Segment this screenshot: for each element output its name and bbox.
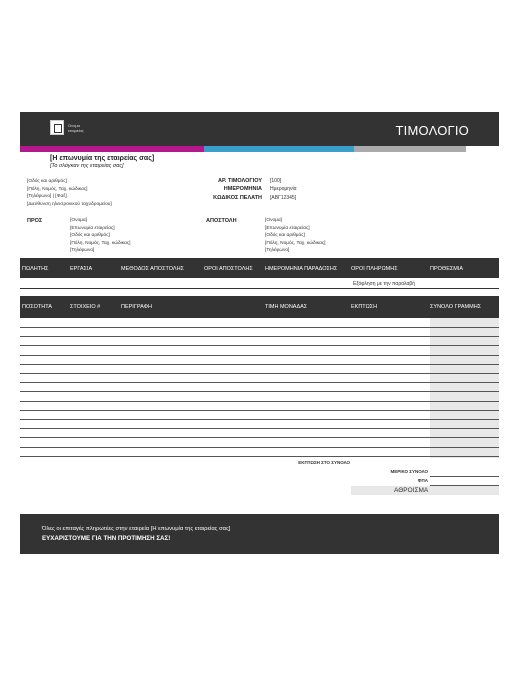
- grand-total-box[interactable]: [351, 486, 499, 495]
- subtotal-label: ΜΕΡΙΚΟ ΣΥΝΟΛΟ: [390, 469, 428, 474]
- invoice-title: ΤΙΜΟΛΟΓΙΟ: [395, 123, 469, 138]
- payable-note: Όλες οι επιταγές πληρωτέες στην εταιρεία [Η επωνυμία της εταιρείας σας]: [42, 526, 231, 532]
- bill-to-line: [Επωνυμία εταιρείας]: [70, 225, 115, 231]
- bill-to-line: [Οδός και αριθμός]: [70, 233, 110, 239]
- subtotal-value-line[interactable]: [430, 476, 499, 477]
- company-logo-icon: [50, 120, 64, 135]
- table-row[interactable]: [20, 345, 499, 346]
- table-row[interactable]: [20, 336, 499, 337]
- invoice-number-label: ΑΡ. ΤΙΜΟΛΟΓΙΟΥ: [217, 178, 262, 184]
- accent-stripe-blue: [204, 146, 354, 152]
- bill-to-line: [Τηλέφωνο]: [70, 248, 95, 254]
- column-header-shipping-method: ΜΕΘΟΔΟΣ ΑΠΟΣΤΟΛΗΣ: [121, 266, 184, 272]
- ship-to-line: [Τηλέφωνο]: [265, 248, 290, 254]
- column-header-unit-price: ΤΙΜΗ ΜΟΝΑΔΑΣ: [265, 304, 308, 310]
- address-line: [Οδός και αριθμός]: [27, 179, 67, 184]
- invoice-footer: [20, 514, 499, 554]
- items-table-header: [20, 296, 499, 318]
- company-address[interactable]: [27, 178, 112, 208]
- ship-to-label: ΑΠΟΣΤΟΛΗ: [206, 218, 237, 224]
- accent-stripe-gray: [354, 146, 466, 152]
- company-slogan[interactable]: [Το σλόγκαν της εταιρείας σας]: [50, 163, 124, 169]
- total-discount-label: ΕΚΠΤΩΣΗ ΣΤΟ ΣΥΝΟΛΟ: [298, 460, 350, 465]
- column-header-salesperson: ΠΩΛΗΤΗΣ: [22, 266, 49, 272]
- bill-to-block[interactable]: [70, 217, 131, 255]
- table-row[interactable]: [20, 364, 499, 365]
- column-header-discount: ΕΚΠΤΩΣΗ: [351, 304, 378, 310]
- table-row[interactable]: [20, 456, 499, 457]
- bill-to-line: [Πόλη, Νομός, Ταχ. κώδικας]: [70, 240, 131, 246]
- company-name[interactable]: [Η επωνυμία της εταιρείας σας]: [50, 155, 155, 162]
- logo-caption: Ονομα εταιρείας: [68, 123, 84, 133]
- bill-to-line: [Ονομα]: [70, 218, 87, 223]
- shipping-table-header: [20, 258, 499, 278]
- column-header-item-number: ΣΤΟΙΧΕΙΟ #: [70, 304, 101, 310]
- vat-label: ΦΠΑ: [417, 478, 428, 483]
- ship-to-line: [Πόλη, Νομός, Ταχ. κώδικας]: [265, 240, 326, 246]
- date-label: ΗΜΕΡΟΜΗΝΙΑ: [223, 186, 262, 193]
- column-header-delivery-date: ΗΜΕΡΟΜΗΝΙΑ ΠΑΡΑΔΟΣΗΣ: [265, 266, 338, 272]
- invoice-meta-labels: [170, 177, 262, 202]
- address-line: [Πόλη, Νομός, Ταχ. κώδικας]: [27, 186, 88, 192]
- table-row[interactable]: [20, 327, 499, 328]
- ship-to-line: [Επωνυμία εταιρείας]: [265, 225, 310, 231]
- ship-to-block[interactable]: [265, 217, 326, 255]
- column-header-description: ΠΕΡΙΓΡΑΦΗ: [121, 304, 152, 310]
- column-header-line-total: ΣΥΝΟΛΟ ΓΡΑΜΜΗΣ: [430, 304, 482, 310]
- thank-you-message: ΕΥΧΑΡΙΣΤΟΥΜΕ ΓΙΑ ΤΗΝ ΠΡΟΤΙΜΗΣΗ ΣΑΣ!: [42, 535, 171, 542]
- column-header-job: ΕΡΓΑΣΙΑ: [70, 266, 93, 272]
- date-value[interactable]: Ημερομηνία: [270, 186, 297, 193]
- table-row[interactable]: [20, 410, 499, 411]
- address-line: [Τηλέφωνο] | [Φαξ]: [27, 194, 67, 200]
- invoice-page: [20, 112, 499, 554]
- invoice-meta-values: [270, 177, 297, 202]
- column-header-due-date: ΠΡΟΘΕΣΜΙΑ: [430, 266, 464, 272]
- payment-terms-value[interactable]: Εξόφληση με την παραλαβή: [353, 281, 416, 287]
- divider: [20, 288, 499, 289]
- accent-stripe-magenta: [20, 146, 204, 152]
- table-row[interactable]: [20, 391, 499, 392]
- ship-to-line: [Ονομα]: [265, 218, 282, 223]
- table-row[interactable]: [20, 437, 499, 438]
- grand-total-label: ΑΘΡΟΙΣΜΑ: [394, 487, 429, 494]
- table-row[interactable]: [20, 401, 499, 402]
- table-row[interactable]: [20, 419, 499, 420]
- column-header-shipping-terms: ΟΡΟΙ ΑΠΟΣΤΟΛΗΣ: [204, 266, 253, 272]
- invoice-number-value[interactable]: [100]: [270, 178, 282, 184]
- column-header-payment-terms: ΟΡΟΙ ΠΛΗΡΩΜΗΣ: [351, 266, 398, 272]
- table-row[interactable]: [20, 373, 499, 374]
- table-row[interactable]: [20, 355, 499, 356]
- column-header-quantity: ΠΟΣΟΤΗΤΑ: [22, 304, 52, 310]
- invoice-header: [20, 112, 499, 146]
- table-row[interactable]: [20, 428, 499, 429]
- customer-id-label: ΚΩΔΙΚΟΣ ΠΕΛΑΤΗ: [213, 194, 262, 201]
- bill-to-label: ΠΡΟΣ: [27, 218, 43, 224]
- table-row[interactable]: [20, 447, 499, 448]
- table-row[interactable]: [20, 382, 499, 383]
- customer-id-value[interactable]: [ΑΒΓ12345]: [270, 194, 297, 201]
- address-line: [Διεύθυνση ηλεκτρονικού ταχυδρομείου]: [27, 201, 112, 207]
- ship-to-line: [Οδός και αριθμός]: [265, 233, 305, 239]
